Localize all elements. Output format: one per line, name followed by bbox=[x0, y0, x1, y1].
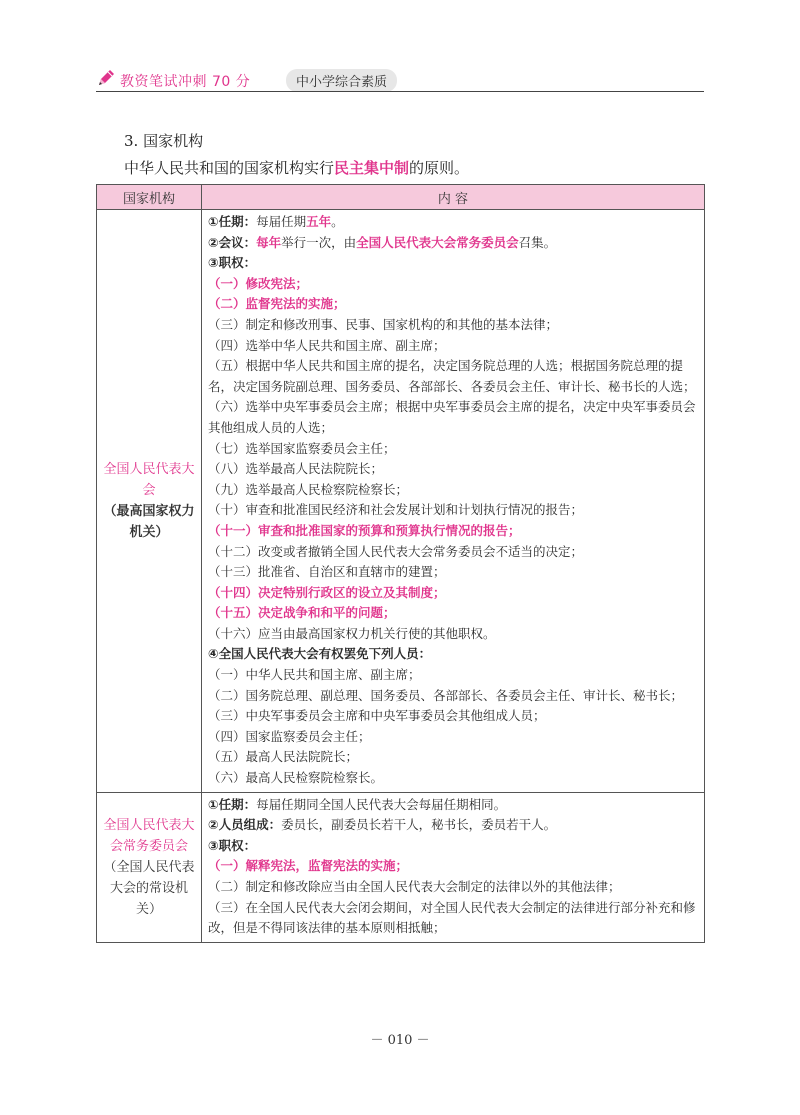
page-number: － 010 － bbox=[370, 1033, 430, 1048]
table-row bbox=[97, 210, 705, 793]
content-line: （十）审查和批准国民经济和社会发展计划和计划执行情况的报告； bbox=[208, 502, 584, 518]
content-line bbox=[208, 212, 698, 233]
table-header-row bbox=[97, 185, 705, 210]
org-note: （全国人民代表大会的常设机关） bbox=[103, 859, 195, 917]
content-line: （三）中央军事委员会主席和中央军事委员会其他组成人员； bbox=[208, 708, 546, 724]
org-note: （最高国家权力机关） bbox=[103, 503, 195, 540]
content-line: （十四）决定特别行政区的设立及其制度； bbox=[208, 584, 446, 600]
intro-suffix: 的原则。 bbox=[409, 159, 470, 177]
content-line: （十五）决定战争和和平的问题； bbox=[208, 605, 396, 621]
line-label: ②人员组成： bbox=[208, 817, 282, 833]
content-line: （一）中华人民共和国主席、副主席； bbox=[208, 667, 421, 683]
line-label: ④全国人民代表大会有权罢免下列人员： bbox=[208, 646, 432, 662]
content-line: （一）解释宪法，监督宪法的实施； bbox=[208, 858, 409, 874]
line-highlight: 每年 bbox=[256, 234, 282, 250]
content-line bbox=[208, 233, 698, 254]
line-tail: 。 bbox=[331, 214, 344, 229]
table-row bbox=[97, 792, 705, 942]
pencil-icon bbox=[96, 68, 116, 88]
content-line: （四）选举中华人民共和国主席、副主席； bbox=[208, 337, 446, 353]
line-text: 每届任期 bbox=[256, 214, 307, 229]
org-name: 全国人民代表大会常务委员会 bbox=[103, 817, 195, 854]
content-line: （十一）审查和批准国家的预算和预算执行情况的报告； bbox=[208, 522, 521, 538]
line-label: ③职权： bbox=[208, 837, 257, 853]
content-line: （一）修改宪法； bbox=[208, 275, 309, 291]
org-name: 全国人民代表大会 bbox=[103, 461, 195, 498]
content-line: （二）国务院总理、副总理、国务委员、各部部长、各委员会主任、审计长、秘书长； bbox=[208, 687, 684, 703]
line-text: 举行一次，由 bbox=[281, 234, 357, 250]
content-line: （十三）批准省、自治区和直辖市的建置； bbox=[208, 564, 446, 580]
line-tail: 召集。 bbox=[518, 234, 557, 250]
content-line: （八）选举最高人民法院院长； bbox=[208, 461, 384, 477]
content-line: （五）最高人民法院院长； bbox=[208, 749, 359, 765]
org-cell bbox=[97, 792, 202, 942]
content-line: （六）最高人民检察院检察长。 bbox=[208, 770, 384, 786]
content-line bbox=[208, 795, 698, 816]
content-line: （五）根据中华人民共和国主席的提名，决定国务院总理的人选；根据国务院总理的提名，决定国务院副总理、国务委员、各部部长、各委员会主任、审计长、秘书长的人选； bbox=[208, 358, 696, 394]
section-title: 3. 国家机构 bbox=[124, 132, 204, 150]
org-cell bbox=[97, 210, 202, 793]
line-label: ①任期： bbox=[208, 796, 257, 812]
col-header-org: 国家机构 bbox=[97, 185, 202, 210]
content-cell bbox=[202, 210, 705, 793]
content-line: （二）制定和修改除应当由全国人民代表大会制定的法律以外的其他法律； bbox=[208, 879, 621, 894]
content-line bbox=[208, 253, 698, 274]
content-line: （三）制定和修改刑事、民事、国家机构的和其他的基本法律； bbox=[208, 316, 559, 332]
content-line: （四）国家监察委员会主任； bbox=[208, 728, 371, 744]
line-highlight: 五年 bbox=[306, 214, 332, 229]
line-text: 每届任期同全国人民代表大会每届任期相同。 bbox=[256, 796, 507, 812]
content-line: （九）选举最高人民检察院检察长； bbox=[208, 481, 409, 497]
content-line bbox=[208, 644, 698, 665]
intro-highlight: 民主集中制 bbox=[334, 159, 410, 177]
intro-prefix: 中华人民共和国的国家机构实行 bbox=[124, 159, 335, 177]
header-divider bbox=[96, 91, 704, 92]
content-line: （七）选举国家监察委员会主任； bbox=[208, 440, 396, 456]
content-line bbox=[208, 815, 698, 836]
section-intro bbox=[124, 157, 469, 178]
header-title: 教资笔试冲刺 70 分 bbox=[120, 74, 251, 90]
content-cell bbox=[202, 792, 705, 942]
line-label: ①任期： bbox=[208, 214, 257, 229]
line-label: ②会议： bbox=[208, 234, 257, 250]
state-organs-table bbox=[96, 184, 705, 943]
content-line bbox=[208, 836, 698, 857]
line-label: ③职权： bbox=[208, 255, 257, 271]
line-highlight: 全国人民代表大会常务委员会 bbox=[356, 234, 519, 250]
content-line: （十六）应当由最高国家权力机关行使的其他职权。 bbox=[208, 625, 496, 641]
content-line: （三）在全国人民代表大会闭会期间，对全国人民代表大会制定的法律进行部分补充和修改，但是不得同该法律的基本原则相抵触； bbox=[208, 899, 696, 936]
col-header-content: 内 容 bbox=[202, 185, 705, 210]
content-line: （二）监督宪法的实施； bbox=[208, 296, 346, 312]
subject-badge: 中小学综合素质 bbox=[286, 69, 397, 92]
page-header bbox=[96, 68, 704, 92]
line-text: 委员长，副委员长若干人，秘书长，委员若干人。 bbox=[281, 817, 557, 833]
content-line: （六）选举中央军事委员会主席；根据中央军事委员会主席的提名，决定中央军事委员会其他组成人员的人选； bbox=[208, 399, 696, 435]
content-line: （十二）改变或者撤销全国人民代表大会常务委员会不适当的决定； bbox=[208, 543, 584, 559]
